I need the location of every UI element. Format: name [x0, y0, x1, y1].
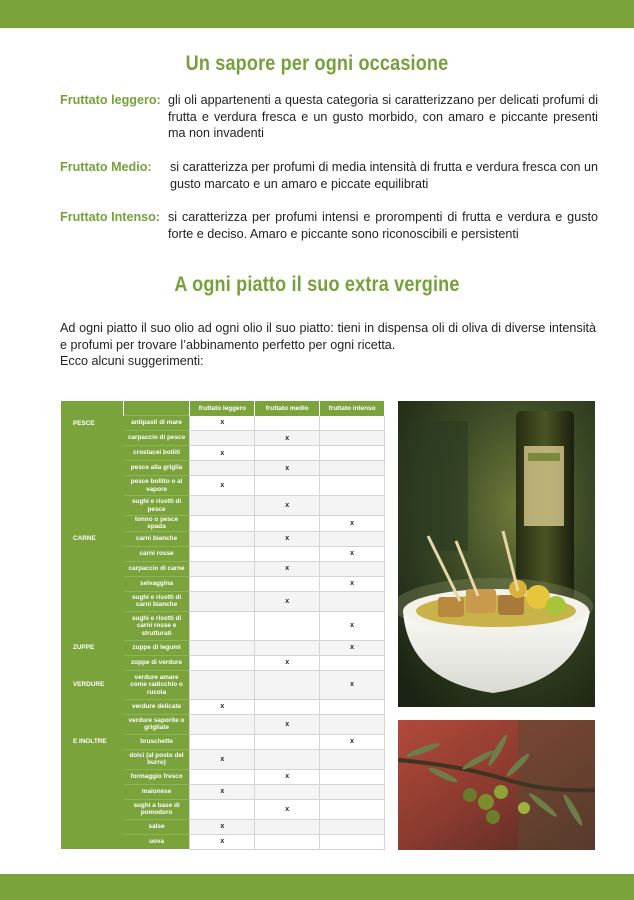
medio-mark-cell: [255, 784, 320, 799]
intenso-mark-cell: [320, 655, 385, 670]
intro-line: Ad ogni piatto il suo olio ad ogni olio il suo piatto: tieni in dispensa oli di oliva di diverse intensità e profumi per trovare l’abbinamento perfetto per ogni ricetta.: [60, 321, 596, 352]
oil-dish-photo: [398, 401, 595, 707]
table-row: [61, 699, 385, 714]
table-row: [61, 784, 385, 799]
dish-cell: antipasti di mare: [124, 416, 190, 431]
dish-cell: zuppe di verdure: [124, 655, 190, 670]
medio-mark-cell: [255, 446, 320, 461]
table-row: [61, 591, 385, 611]
category-cell: VERDURE: [61, 670, 124, 699]
medio-mark-cell: [255, 611, 320, 640]
dish-cell: sughi e risotti di carni bianche: [124, 591, 190, 611]
leggero-mark-cell: [190, 799, 255, 819]
table-header-cell: fruttato intenso: [320, 401, 385, 416]
category-cell: [61, 496, 124, 516]
medio-mark-cell: [255, 516, 320, 532]
intenso-mark-cell: [320, 834, 385, 849]
leggero-mark-cell: [190, 546, 255, 561]
intenso-mark-cell: [320, 416, 385, 431]
leggero-mark-cell: x: [190, 476, 255, 496]
main-title: Un sapore per ogni occasione: [185, 52, 449, 75]
dish-cell: bruschette: [124, 734, 190, 749]
table-row: [61, 516, 385, 532]
leggero-mark-cell: [190, 461, 255, 476]
dish-cell: pesce alla griglia: [124, 461, 190, 476]
intenso-mark-cell: [320, 476, 385, 496]
intenso-mark-cell: [320, 714, 385, 734]
definition-leggero: [60, 92, 598, 142]
category-cell: [61, 561, 124, 576]
definition-text: si caratterizza per profumi intensi e prorompenti di frutta e verdura e gusto forte e deciso. Amaro e piccante sono riconoscibili e persistenti: [168, 210, 598, 241]
definition-intenso: [60, 209, 598, 242]
table-row: [61, 734, 385, 749]
dish-cell: zuppe di legumi: [124, 640, 190, 655]
category-cell: [61, 591, 124, 611]
leggero-mark-cell: x: [190, 446, 255, 461]
category-cell: [61, 516, 124, 532]
category-cell: [61, 749, 124, 769]
medio-mark-cell: x: [255, 561, 320, 576]
category-cell: [61, 476, 124, 496]
table-row: [61, 431, 385, 446]
category-cell: [61, 431, 124, 446]
oil-dish-image: [398, 401, 595, 707]
dish-cell: carni bianche: [124, 531, 190, 546]
intenso-mark-cell: [320, 784, 385, 799]
table-row: [61, 416, 385, 431]
medio-mark-cell: [255, 546, 320, 561]
leggero-mark-cell: [190, 670, 255, 699]
intenso-mark-cell: x: [320, 611, 385, 640]
table-row: [61, 640, 385, 655]
table-row: [61, 576, 385, 591]
leggero-mark-cell: [190, 591, 255, 611]
table-row: [61, 531, 385, 546]
intenso-mark-cell: [320, 591, 385, 611]
pairing-title: A ogni piatto il suo extra vergine: [174, 273, 460, 296]
leggero-mark-cell: [190, 734, 255, 749]
dish-cell: pesce bollito o al vapore: [124, 476, 190, 496]
intenso-mark-cell: x: [320, 640, 385, 655]
medio-mark-cell: x: [255, 799, 320, 819]
table-header-cell: [61, 401, 124, 416]
table-row: [61, 749, 385, 769]
intenso-mark-cell: [320, 496, 385, 516]
intenso-mark-cell: [320, 446, 385, 461]
category-cell: PESCE: [61, 416, 124, 431]
medio-mark-cell: [255, 749, 320, 769]
dish-cell: sughi e risotti di pesce: [124, 496, 190, 516]
table-row: [61, 769, 385, 784]
dish-cell: carpaccio di pesce: [124, 431, 190, 446]
table-row: [61, 819, 385, 834]
intenso-mark-cell: [320, 561, 385, 576]
dish-cell: selvaggina: [124, 576, 190, 591]
leggero-mark-cell: x: [190, 819, 255, 834]
medio-mark-cell: [255, 834, 320, 849]
intro-line: Ecco alcuni suggerimenti:: [60, 354, 204, 368]
table-row: [61, 714, 385, 734]
leggero-mark-cell: [190, 769, 255, 784]
category-cell: [61, 655, 124, 670]
intro-paragraph: [60, 320, 596, 370]
category-cell: [61, 576, 124, 591]
table-row: [61, 655, 385, 670]
dish-cell: verdure saporite o grigliate: [124, 714, 190, 734]
leggero-mark-cell: x: [190, 699, 255, 714]
table-row: [61, 561, 385, 576]
category-cell: [61, 446, 124, 461]
category-cell: [61, 611, 124, 640]
leggero-mark-cell: [190, 561, 255, 576]
medio-mark-cell: x: [255, 591, 320, 611]
definition-term: Fruttato leggero:: [60, 93, 161, 107]
category-cell: [61, 699, 124, 714]
category-cell: [61, 784, 124, 799]
medio-mark-cell: x: [255, 461, 320, 476]
definition-term: Fruttato Intenso:: [60, 210, 161, 224]
medio-mark-cell: [255, 416, 320, 431]
leggero-mark-cell: [190, 496, 255, 516]
top-green-band: [0, 0, 634, 28]
intenso-mark-cell: x: [320, 516, 385, 532]
dish-cell: carni rosse: [124, 546, 190, 561]
category-cell: [61, 769, 124, 784]
medio-mark-cell: [255, 670, 320, 699]
category-cell: [61, 799, 124, 819]
medio-mark-cell: [255, 476, 320, 496]
category-cell: [61, 461, 124, 476]
intenso-mark-cell: [320, 769, 385, 784]
leggero-mark-cell: [190, 611, 255, 640]
table-row: [61, 611, 385, 640]
table-row: [61, 476, 385, 496]
dish-cell: tonno o pesce spada: [124, 516, 190, 532]
medio-mark-cell: [255, 576, 320, 591]
intenso-mark-cell: x: [320, 670, 385, 699]
definition-text: gli oli appartenenti a questa categoria si caratterizzano per delicati profumi di frutta e verdura fresca e un gusto morbido, con amaro e piccante presenti ma non invadenti: [168, 93, 598, 140]
intenso-mark-cell: x: [320, 734, 385, 749]
category-cell: [61, 714, 124, 734]
olive-branch-image: [398, 720, 595, 850]
intenso-mark-cell: [320, 749, 385, 769]
table-header-cell: fruttato medio: [255, 401, 320, 416]
definition-medio: [60, 159, 598, 192]
dish-cell: salse: [124, 819, 190, 834]
leggero-mark-cell: [190, 576, 255, 591]
leggero-mark-cell: x: [190, 784, 255, 799]
intenso-mark-cell: [320, 699, 385, 714]
dish-cell: maionese: [124, 784, 190, 799]
medio-mark-cell: x: [255, 655, 320, 670]
category-cell: CARNE: [61, 531, 124, 546]
table-row: [61, 461, 385, 476]
dish-cell: formaggio fresco: [124, 769, 190, 784]
category-cell: [61, 546, 124, 561]
leggero-mark-cell: [190, 431, 255, 446]
medio-mark-cell: [255, 734, 320, 749]
olive-branch-photo: [398, 720, 595, 850]
intenso-mark-cell: x: [320, 576, 385, 591]
medio-mark-cell: x: [255, 496, 320, 516]
category-cell: [61, 819, 124, 834]
table-header-cell: fruttato leggero: [190, 401, 255, 416]
medio-mark-cell: [255, 819, 320, 834]
category-cell: [61, 834, 124, 849]
table-row: [61, 496, 385, 516]
medio-mark-cell: x: [255, 714, 320, 734]
table-body: [61, 416, 385, 850]
leggero-mark-cell: [190, 714, 255, 734]
intenso-mark-cell: [320, 461, 385, 476]
medio-mark-cell: [255, 699, 320, 714]
dish-cell: crostacei bolliti: [124, 446, 190, 461]
intenso-mark-cell: x: [320, 546, 385, 561]
table-header-cell: [124, 401, 190, 416]
dish-cell: sughi e risotti di carni rosse e strutturati: [124, 611, 190, 640]
dish-cell: sughi a base di pomodoro: [124, 799, 190, 819]
leggero-mark-cell: [190, 655, 255, 670]
table-row: [61, 446, 385, 461]
intenso-mark-cell: [320, 431, 385, 446]
table-row: [61, 670, 385, 699]
dish-cell: verdure amare come radicchio o rucola: [124, 670, 190, 699]
intenso-mark-cell: [320, 531, 385, 546]
dish-cell: verdure delicate: [124, 699, 190, 714]
medio-mark-cell: [255, 640, 320, 655]
table-row: [61, 834, 385, 849]
table-header-row: [61, 401, 385, 416]
intenso-mark-cell: [320, 819, 385, 834]
dish-cell: dolci (al posto del burro): [124, 749, 190, 769]
medio-mark-cell: x: [255, 769, 320, 784]
definition-text: si caratterizza per profumi di media intensità di frutta e verdura fresca con un gusto marcato e un amaro e piccate equilibrati: [170, 160, 598, 191]
pairing-table: [61, 401, 385, 850]
medio-mark-cell: x: [255, 431, 320, 446]
leggero-mark-cell: [190, 531, 255, 546]
leggero-mark-cell: x: [190, 834, 255, 849]
table-row: [61, 546, 385, 561]
dish-cell: uova: [124, 834, 190, 849]
medio-mark-cell: x: [255, 531, 320, 546]
leggero-mark-cell: [190, 516, 255, 532]
leggero-mark-cell: [190, 640, 255, 655]
leggero-mark-cell: x: [190, 416, 255, 431]
intenso-mark-cell: [320, 799, 385, 819]
leggero-mark-cell: x: [190, 749, 255, 769]
category-cell: ZUPPE: [61, 640, 124, 655]
table-row: [61, 799, 385, 819]
definition-term: Fruttato Medio:: [60, 160, 152, 174]
category-cell: E INOLTRE: [61, 734, 124, 749]
bottom-green-band: [0, 874, 634, 900]
dish-cell: carpaccio di carne: [124, 561, 190, 576]
